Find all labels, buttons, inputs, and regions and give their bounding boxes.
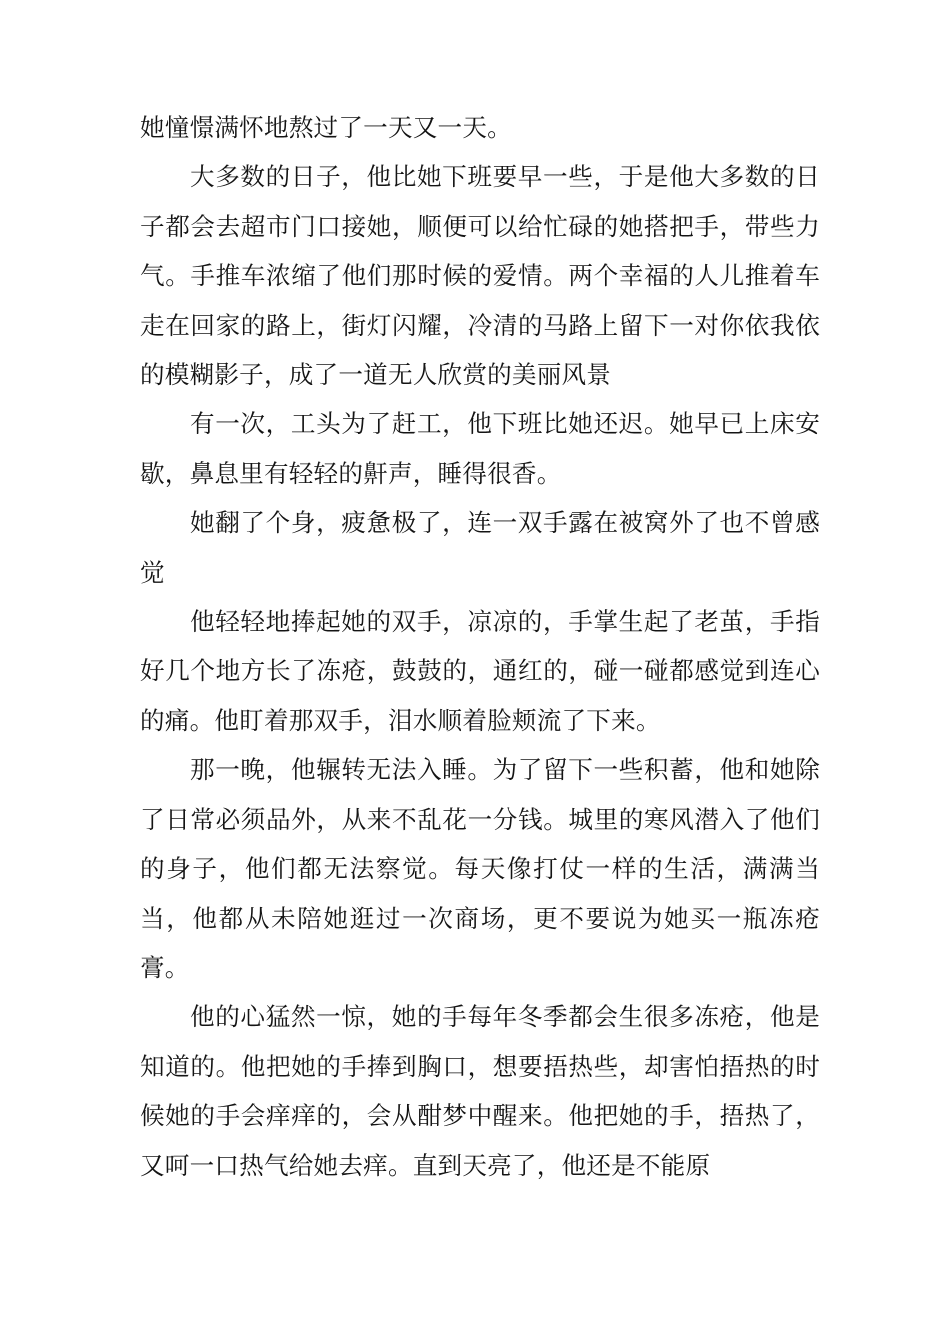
paragraph: 有一次，工头为了赶工，他下班比她还迟。她早已上床安歇，鼻息里有轻轻的鼾声，睡得很香。 [140,409,820,488]
paragraph: 他轻轻地捧起她的双手，凉凉的，手掌生起了老茧，手指好几个地方长了冻疮，鼓鼓的，通红的，碰一碰都感觉到连心的痛。他盯着那双手，泪水顺着脸颊流了下来。 [140,607,820,735]
paragraph: 大多数的日子，他比她下班要早一些，于是他大多数的日子都会去超市门口接她，顺便可以给忙碌的她搭把手，带些力气。手推车浓缩了他们那时候的爱情。两个幸福的人儿推着车走在回家的路上，街灯闪耀，冷清的马路上留下一对你依我依的模糊影子，成了一道无人欣赏的美丽风景 [140,162,820,390]
paragraph: 她憧憬满怀地熬过了一天又一天。 [140,113,512,142]
paragraph: 她翻了个身，疲惫极了，连一双手露在被窝外了也不曾感觉 [140,508,820,587]
paragraph: 那一晚，他辗转无法入睡。为了留下一些积蓄，他和她除了日常必须品外，从来不乱花一分钱。城里的寒风潜入了他们的身子，他们都无法察觉。每天像打仗一样的生活，满满当当，他都从未陪她逛过一次商场，更不要说为她买一瓶冻疮膏。 [140,755,820,982]
paragraph: 他的心猛然一惊，她的手每年冬季都会生很多冻疮，他是知道的。他把她的手捧到胸口，想要捂热些，却害怕捂热的时候她的手会痒痒的，会从酣梦中醒来。他把她的手，捂热了，又呵一口热气给她去痒。直到天亮了，他还是不能原 [140,1002,820,1180]
document-body [140,103,820,1190]
